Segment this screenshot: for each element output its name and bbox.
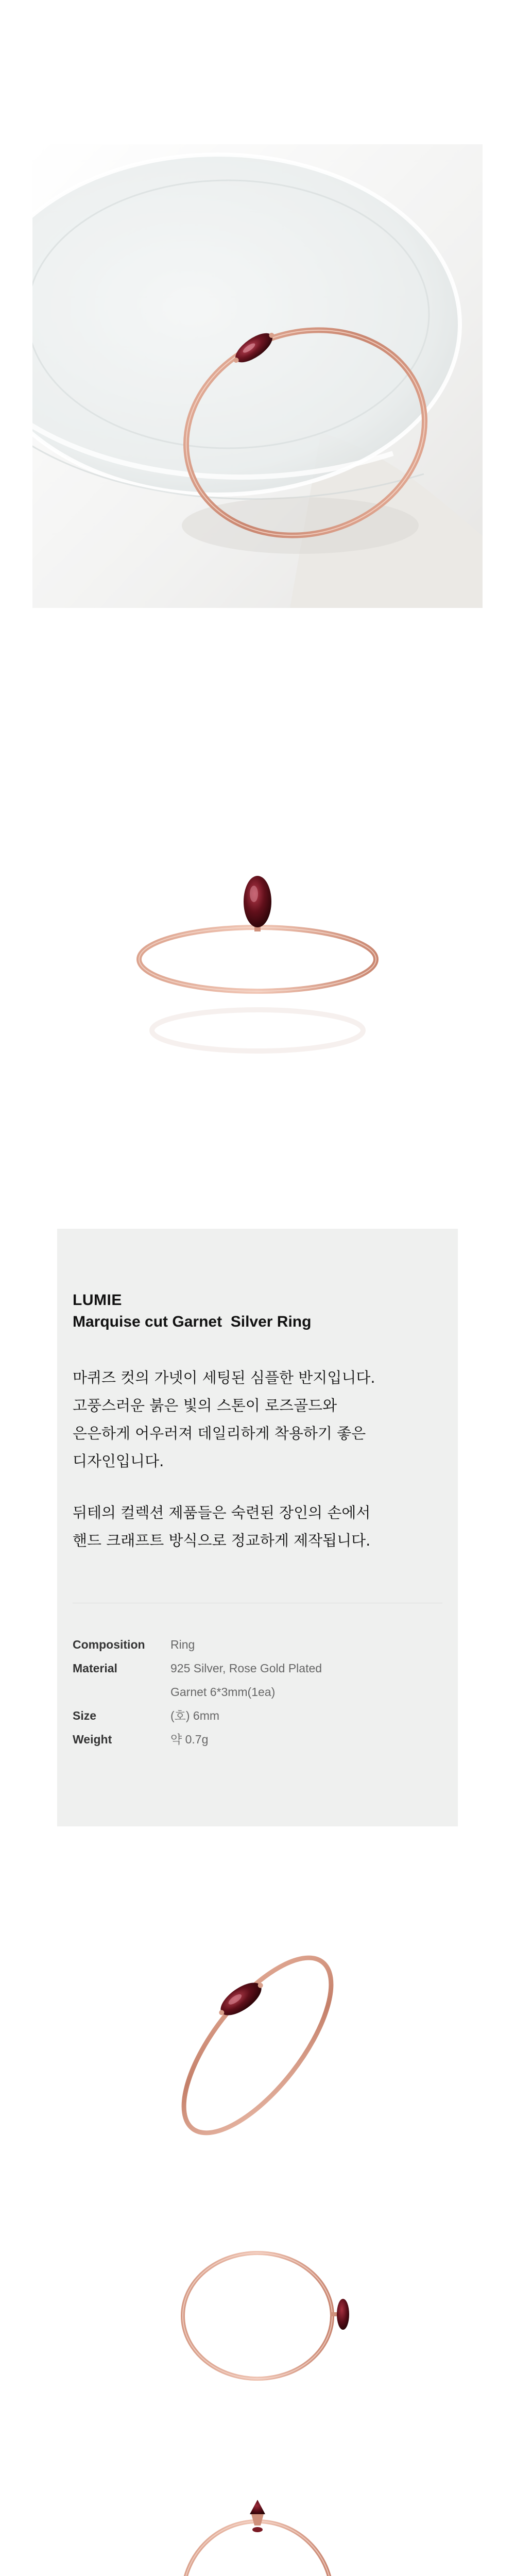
spec-value-line: 약 0.7g xyxy=(170,1733,209,1746)
angle-photo-3 xyxy=(32,2463,483,2576)
description-line: 핸드 크래프트 방식으로 정교하게 제작됩니다. xyxy=(73,1532,371,1549)
product-description xyxy=(73,1364,443,1554)
spec-label: Material xyxy=(73,1662,117,1675)
spec-value-line: Ring xyxy=(170,1638,195,1651)
description-line: 마퀴즈 컷의 가넷이 세팅된 심플한 반지입니다. xyxy=(73,1369,375,1386)
spec-row-composition xyxy=(73,1633,322,1656)
spec-value xyxy=(170,1704,219,1727)
white-bg-photo xyxy=(32,804,483,1144)
product-info-card xyxy=(57,1229,458,1826)
spec-table xyxy=(73,1633,322,1751)
brand-name: LUMIE xyxy=(73,1292,122,1309)
spec-label: Weight xyxy=(73,1733,112,1746)
angle-photo-1 xyxy=(32,1906,483,2174)
description-line: 은은하게 어우러져 데일리하게 착용하기 좋은 xyxy=(73,1425,366,1442)
angle-photo-2 xyxy=(32,2200,483,2427)
spec-row-material xyxy=(73,1656,322,1704)
hero-photo xyxy=(32,144,483,608)
spec-value xyxy=(170,1633,195,1656)
description-line: 디자인입니다. xyxy=(73,1452,164,1470)
description-line: 뒤테의 컬렉션 제품들은 숙련된 장인의 손에서 xyxy=(73,1504,371,1521)
product-title: Marquise cut Garnet Silver Ring xyxy=(73,1313,312,1330)
spec-value-line: (호) 6mm xyxy=(170,1709,220,1722)
description-line: 고풍스러운 붉은 빛의 스톤이 로즈골드와 xyxy=(73,1397,337,1414)
spec-value-line: Garnet 6*3mm(1ea) xyxy=(170,1685,276,1699)
spec-value xyxy=(170,1727,208,1751)
spec-row-weight xyxy=(73,1727,322,1751)
spec-row-size xyxy=(73,1704,322,1727)
spec-label: Composition xyxy=(73,1638,145,1651)
spec-label: Size xyxy=(73,1709,97,1722)
spec-value xyxy=(170,1656,322,1704)
spec-value-line: 925 Silver, Rose Gold Plated xyxy=(170,1662,322,1675)
